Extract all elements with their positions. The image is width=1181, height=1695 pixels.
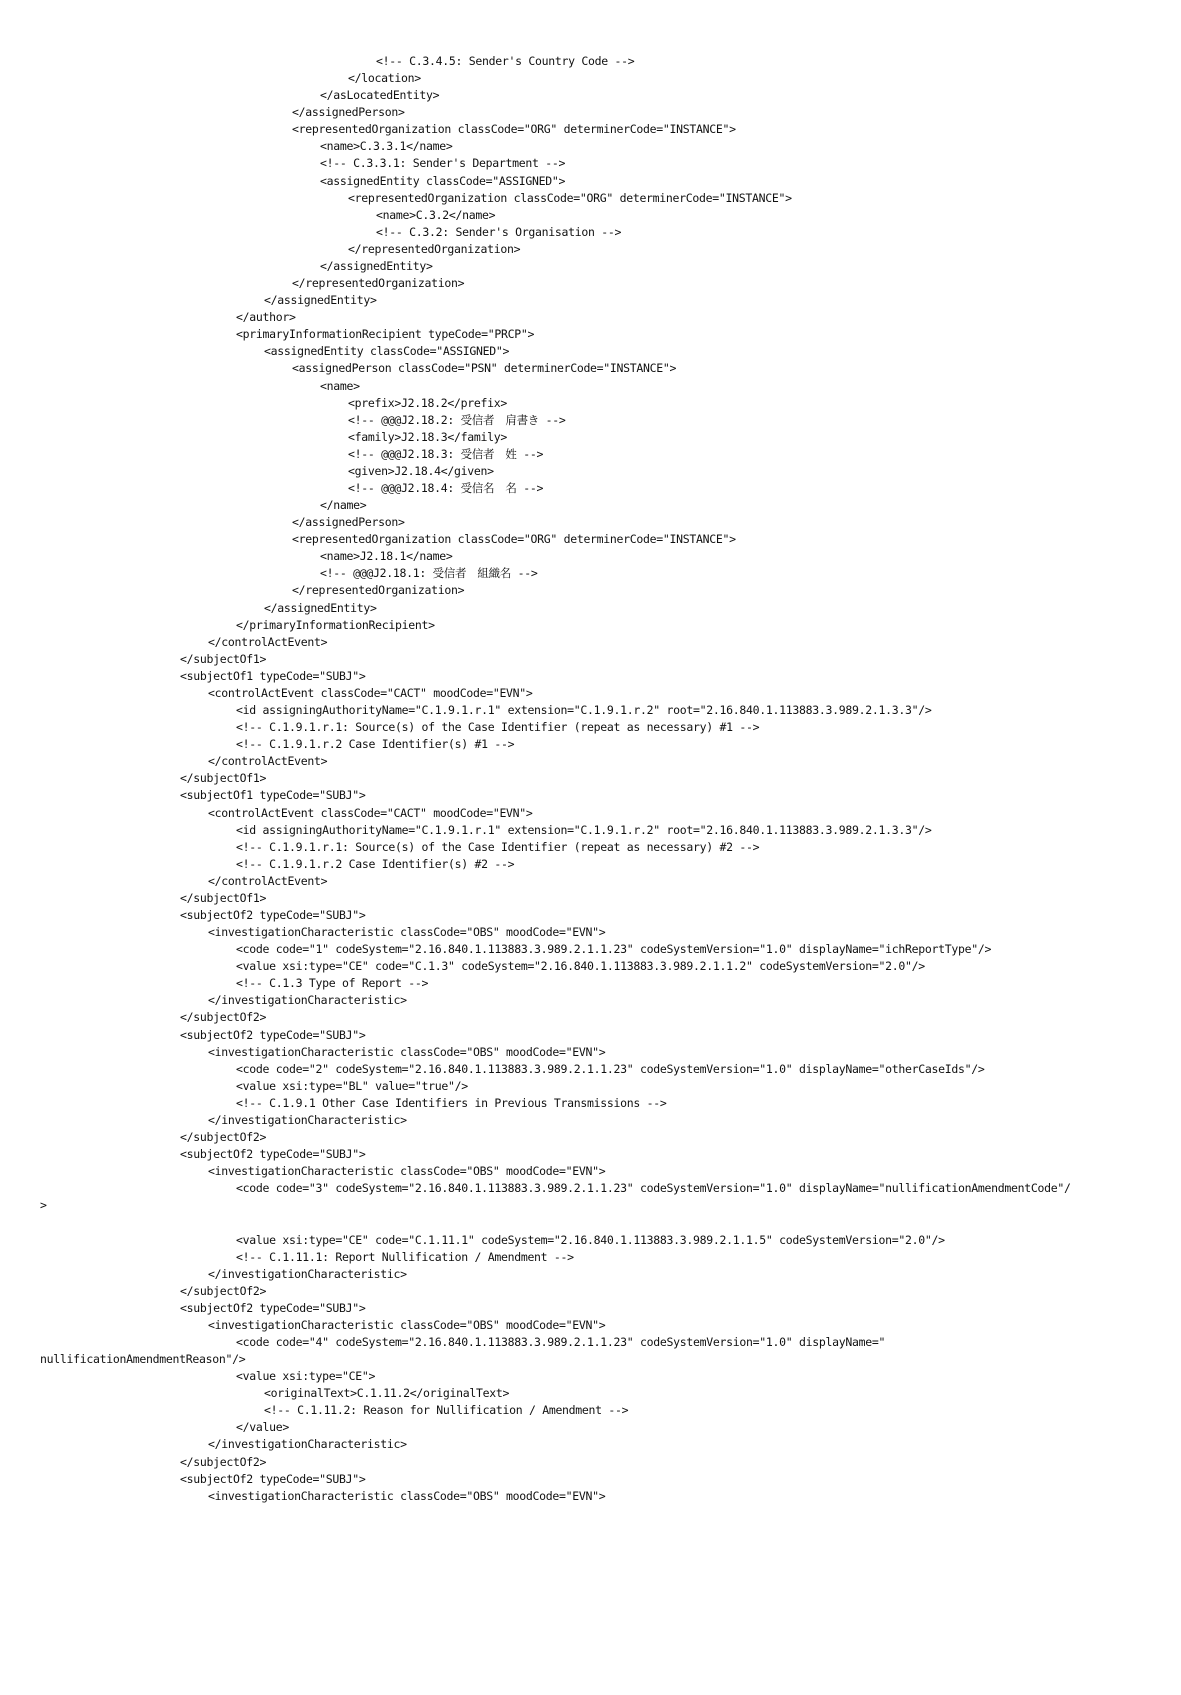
code-line: <!-- C.1.11.2: Reason for Nullification / Amendment -->	[264, 1403, 629, 1418]
code-line: <!-- @@@J2.18.1: 受信者 組織名 -->	[320, 566, 538, 581]
code-line: <given>J2.18.4</given>	[348, 463, 494, 478]
code-line: <representedOrganization classCode="ORG" determinerCode="INSTANCE">	[292, 532, 736, 547]
code-line: <!-- C.3.3.1: Sender's Department -->	[320, 156, 566, 171]
xml-code-listing	[40, 52, 1130, 1592]
code-line: </subjectOf1>	[180, 651, 267, 666]
code-line: </investigationCharacteristic>	[208, 1112, 407, 1127]
code-line: </name>	[320, 498, 367, 513]
code-line: </investigationCharacteristic>	[208, 1266, 407, 1281]
code-line: </assignedEntity>	[264, 293, 377, 308]
code-line: <code code="1" codeSystem="2.16.840.1.113883.3.989.2.1.1.23" codeSystemVersion="1.0" displayName="ichReportType"/>	[236, 942, 992, 957]
code-line: <controlActEvent classCode="CACT" moodCode="EVN">	[208, 685, 533, 700]
code-line: <controlActEvent classCode="CACT" moodCode="EVN">	[208, 805, 533, 820]
code-line: <!-- @@@J2.18.2: 受信者 肩書き -->	[348, 412, 566, 427]
code-line: </assignedPerson>	[292, 515, 405, 530]
code-line: nullificationAmendmentReason"/>	[40, 1352, 246, 1367]
code-line: <originalText>C.1.11.2</originalText>	[264, 1386, 510, 1401]
code-line: <prefix>J2.18.2</prefix>	[348, 395, 507, 410]
code-line: <!-- C.1.3 Type of Report -->	[236, 976, 429, 991]
code-line: <!-- C.1.9.1 Other Case Identifiers in Previous Transmissions -->	[236, 1095, 667, 1110]
code-line: </representedOrganization>	[292, 583, 465, 598]
code-line: <name>J2.18.1</name>	[320, 549, 453, 564]
code-line: <value xsi:type="CE" code="C.1.11.1" codeSystem="2.16.840.1.113883.3.989.2.1.1.5" codeSystemVersion="2.0"/>	[236, 1232, 945, 1247]
code-line: <!-- C.3.4.5: Sender's Country Code -->	[376, 54, 635, 68]
code-line: <value xsi:type="CE" code="C.1.3" codeSystem="2.16.840.1.113883.3.989.2.1.1.2" codeSystemVersion="2.0"/>	[236, 959, 925, 974]
code-line: </value>	[236, 1420, 289, 1435]
code-line: <name>C.3.3.1</name>	[320, 139, 453, 154]
code-line: </subjectOf2>	[180, 1010, 267, 1025]
code-line: <investigationCharacteristic classCode="OBS" moodCode="EVN">	[208, 1317, 606, 1332]
code-line: </controlActEvent>	[208, 634, 328, 649]
code-line: <assignedEntity classCode="ASSIGNED">	[320, 173, 566, 188]
code-line: </assignedEntity>	[320, 258, 433, 273]
code-line: </assignedPerson>	[292, 105, 405, 120]
code-line: </assignedEntity>	[264, 600, 377, 615]
code-line: <representedOrganization classCode="ORG" determinerCode="INSTANCE">	[292, 122, 736, 137]
code-line: </subjectOf2>	[180, 1130, 267, 1145]
code-line: </investigationCharacteristic>	[208, 993, 407, 1008]
code-line: <code code="4" codeSystem="2.16.840.1.113883.3.989.2.1.1.23" codeSystemVersion="1.0" displayName="	[236, 1335, 886, 1349]
code-line: </investigationCharacteristic>	[208, 1437, 407, 1452]
code-line: <representedOrganization classCode="ORG" determinerCode="INSTANCE">	[348, 190, 792, 205]
code-line: </primaryInformationRecipient>	[236, 617, 435, 632]
code-line: <!-- C.1.11.1: Report Nullification / Amendment -->	[236, 1249, 574, 1264]
code-line: </representedOrganization>	[348, 241, 521, 256]
code-line: </representedOrganization>	[292, 276, 465, 291]
code-line: <!-- C.1.9.1.r.1: Source(s) of the Case Identifier (repeat as necessary) #2 -->	[236, 839, 760, 854]
code-line: <investigationCharacteristic classCode="OBS" moodCode="EVN">	[208, 1488, 606, 1503]
code-line: <assignedPerson classCode="PSN" determinerCode="INSTANCE">	[292, 361, 677, 376]
code-line: <family>J2.18.3</family>	[348, 429, 507, 444]
code-line: <id assigningAuthorityName="C.1.9.1.r.1" extension="C.1.9.1.r.2" root="2.16.840.1.113883.3.989.2.1.3.3"/>	[236, 822, 932, 837]
code-line: <subjectOf2 typeCode="SUBJ">	[180, 1027, 366, 1042]
code-line: <!-- C.3.2: Sender's Organisation -->	[376, 224, 622, 239]
code-line: >	[40, 1198, 47, 1213]
code-line: <subjectOf2 typeCode="SUBJ">	[180, 1147, 366, 1162]
code-line: <name>	[320, 378, 360, 393]
code-line: </controlActEvent>	[208, 754, 328, 769]
code-line: <subjectOf1 typeCode="SUBJ">	[180, 668, 366, 683]
code-line: </location>	[348, 71, 421, 86]
code-line: <!-- C.1.9.1.r.1: Source(s) of the Case Identifier (repeat as necessary) #1 -->	[236, 720, 760, 735]
code-line: <investigationCharacteristic classCode="OBS" moodCode="EVN">	[208, 925, 606, 940]
code-line: <!-- C.1.9.1.r.2 Case Identifier(s) #2 -->	[236, 856, 515, 871]
code-line: <assignedEntity classCode="ASSIGNED">	[264, 344, 510, 359]
code-line: <subjectOf2 typeCode="SUBJ">	[180, 908, 366, 922]
code-line: <subjectOf1 typeCode="SUBJ">	[180, 788, 366, 803]
code-line: </asLocatedEntity>	[320, 88, 440, 103]
code-line: <primaryInformationRecipient typeCode="PRCP">	[236, 327, 535, 342]
code-line: <investigationCharacteristic classCode="OBS" moodCode="EVN">	[208, 1044, 606, 1059]
code-line: <!-- @@@J2.18.4: 受信名 名 -->	[348, 481, 544, 495]
code-line: </author>	[236, 310, 296, 325]
code-line: <investigationCharacteristic classCode="OBS" moodCode="EVN">	[208, 1164, 606, 1179]
code-line: <value xsi:type="CE">	[236, 1369, 376, 1384]
code-line: </subjectOf2>	[180, 1283, 267, 1298]
code-line: <!-- C.1.9.1.r.2 Case Identifier(s) #1 -->	[236, 737, 515, 752]
code-line: </subjectOf1>	[180, 890, 267, 905]
code-line: <code code="3" codeSystem="2.16.840.1.113883.3.989.2.1.1.23" codeSystemVersion="1.0" displayName="nullificationAmendmentCode"/	[236, 1181, 1071, 1196]
code-line: <subjectOf2 typeCode="SUBJ">	[180, 1300, 366, 1315]
code-line: <!-- @@@J2.18.3: 受信者 姓 -->	[348, 446, 544, 461]
code-line: <id assigningAuthorityName="C.1.9.1.r.1" extension="C.1.9.1.r.2" root="2.16.840.1.113883.3.989.2.1.3.3"/>	[236, 703, 932, 718]
code-line: <value xsi:type="BL" value="true"/>	[236, 1078, 468, 1093]
code-line: </subjectOf1>	[180, 771, 267, 786]
code-line: <name>C.3.2</name>	[376, 207, 496, 222]
code-line: </controlActEvent>	[208, 873, 328, 888]
code-line: <code code="2" codeSystem="2.16.840.1.113883.3.989.2.1.1.23" codeSystemVersion="1.0" displayName="otherCaseIds"/>	[236, 1061, 985, 1076]
code-line: </subjectOf2>	[180, 1454, 267, 1469]
code-line: <subjectOf2 typeCode="SUBJ">	[180, 1471, 366, 1486]
